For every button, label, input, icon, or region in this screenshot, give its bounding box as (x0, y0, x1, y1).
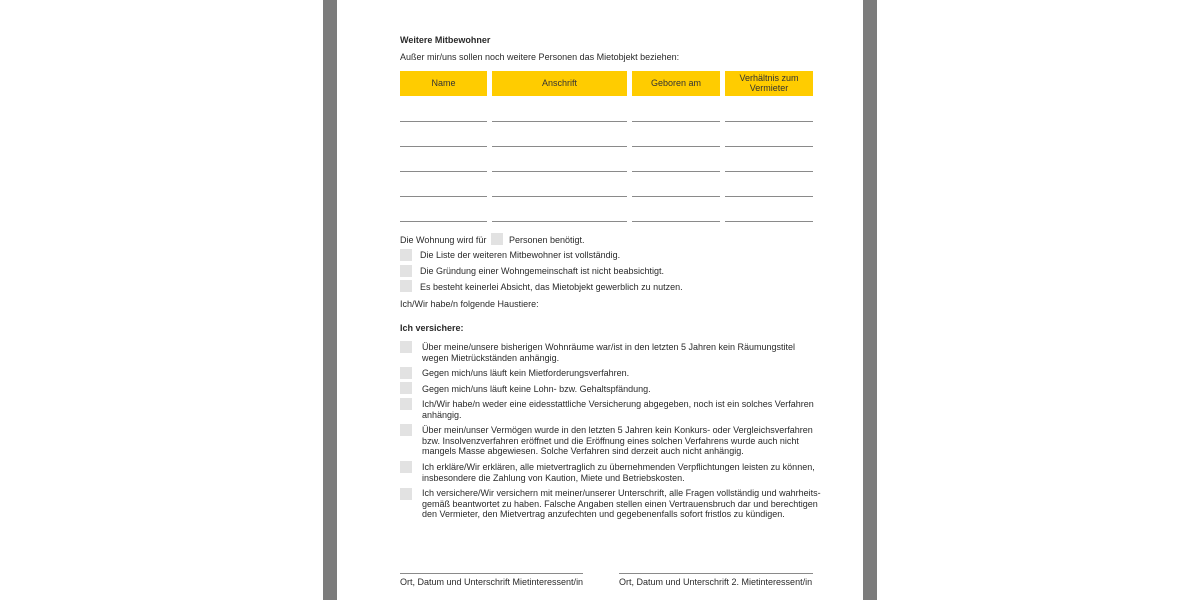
table-header-address: Anschrift (492, 71, 627, 96)
checkbox-assurance-1[interactable] (400, 341, 412, 353)
pets-label: Ich/Wir habe/n folgende Haustiere: (400, 299, 539, 309)
table-cell-line[interactable] (632, 146, 720, 147)
signature-line-2[interactable] (619, 573, 813, 574)
checkbox-list-complete[interactable] (400, 249, 412, 261)
assure-title: Ich versichere: (400, 323, 464, 333)
table-cell-line[interactable] (632, 121, 720, 122)
assurance-text-2: Gegen mich/uns läuft kein Mietforderungsverfahren. (422, 368, 630, 378)
table-cell-line[interactable] (400, 196, 487, 197)
table-cell-line[interactable] (400, 171, 487, 172)
persons-suffix: Personen benötigt. (509, 235, 585, 245)
table-cell-line[interactable] (632, 221, 720, 222)
table-cell-line[interactable] (725, 121, 813, 122)
table-cell-line[interactable] (400, 146, 487, 147)
checkbox-no-shared-flat[interactable] (400, 265, 412, 277)
table-cell-line[interactable] (400, 221, 487, 222)
table-cell-line[interactable] (632, 171, 720, 172)
table-header-relation: Verhältnis zum Vermieter (725, 71, 813, 96)
table-header-name: Name (400, 71, 487, 96)
assurance-text-7: Ich versichere/Wir versichern mit meiner/unserer Unterschrift, alle Fragen vollständig und wahrheits- gemäß beantwortet zu haben. Falsche Angaben stellen einen Vertrauensbruch dar und berechtigen den Vermieter, den Mietvertrag anzufechten und gegebenenfalls sofort fristlos zu kündigen. (422, 488, 821, 519)
checkbox-assurance-4[interactable] (400, 398, 412, 410)
table-header-birthdate: Geboren am (632, 71, 720, 96)
assurance-text-4: Ich/Wir habe/n weder eine eidesstattliche Versicherung abgegeben, noch ist ein solches Verfahren anhängig. (422, 399, 814, 420)
table-cell-line[interactable] (492, 146, 627, 147)
checkbox-assurance-6[interactable] (400, 461, 412, 473)
document-page (337, 0, 863, 600)
table-cell-line[interactable] (725, 196, 813, 197)
assurance-text-6: Ich erkläre/Wir erklären, alle mietvertraglich zu übernehmenden Verpflichtungen leisten zu können, insbesondere die Zahlung von Kaution, Miete und Betriebskosten. (422, 462, 815, 483)
table-cell-line[interactable] (725, 221, 813, 222)
persons-prefix: Die Wohnung wird für (400, 235, 487, 245)
table-cell-line[interactable] (492, 171, 627, 172)
signature-label-1: Ort, Datum und Unterschrift Mietinteressent/in (400, 577, 584, 587)
section-title: Weitere Mitbewohner (400, 35, 491, 45)
checkbox-assurance-3[interactable] (400, 382, 412, 394)
signature-line-1[interactable] (400, 573, 583, 574)
persons-count-field[interactable] (491, 233, 503, 245)
assurance-text-3: Gegen mich/uns läuft keine Lohn- bzw. Gehaltspfändung. (422, 384, 651, 394)
signature-label-2: Ort, Datum und Unterschrift 2. Mietinteressent/in (619, 577, 813, 587)
checkbox-no-commercial-use[interactable] (400, 280, 412, 292)
table-cell-line[interactable] (492, 121, 627, 122)
table-cell-line[interactable] (725, 146, 813, 147)
assurance-text-5: Über mein/unser Vermögen wurde in den letzten 5 Jahren kein Konkurs- oder Vergleichsverfahren bzw. Insolvenzverfahren eröffnet und die Eröffnung eines solchen Verfahrens wurde auch nicht mangels Masse abgewiesen. Solche Verfahren sind derzeit auch nicht anhängig. (422, 425, 813, 456)
check-label-no-commercial-use: Es besteht keinerlei Absicht, das Mietobjekt gewerblich zu nutzen. (420, 282, 683, 292)
table-cell-line[interactable] (725, 171, 813, 172)
table-cell-line[interactable] (400, 121, 487, 122)
checkbox-assurance-7[interactable] (400, 488, 412, 500)
check-label-list-complete: Die Liste der weiteren Mitbewohner ist vollständig. (420, 250, 621, 260)
table-cell-line[interactable] (632, 196, 720, 197)
document-frame-right (863, 0, 877, 600)
assurance-text-1: Über meine/unsere bisherigen Wohnräume war/ist in den letzten 5 Jahren kein Räumungstitel wegen Mietrückständen anhängig. (422, 342, 796, 363)
table-cell-line[interactable] (492, 221, 627, 222)
checkbox-assurance-2[interactable] (400, 367, 412, 379)
table-cell-line[interactable] (492, 196, 627, 197)
document-frame-left (323, 0, 337, 600)
check-label-no-shared-flat: Die Gründung einer Wohngemeinschaft ist nicht beabsichtigt. (420, 266, 664, 276)
section-intro: Außer mir/uns sollen noch weitere Personen das Mietobjekt beziehen: (400, 52, 680, 62)
checkbox-assurance-5[interactable] (400, 424, 412, 436)
